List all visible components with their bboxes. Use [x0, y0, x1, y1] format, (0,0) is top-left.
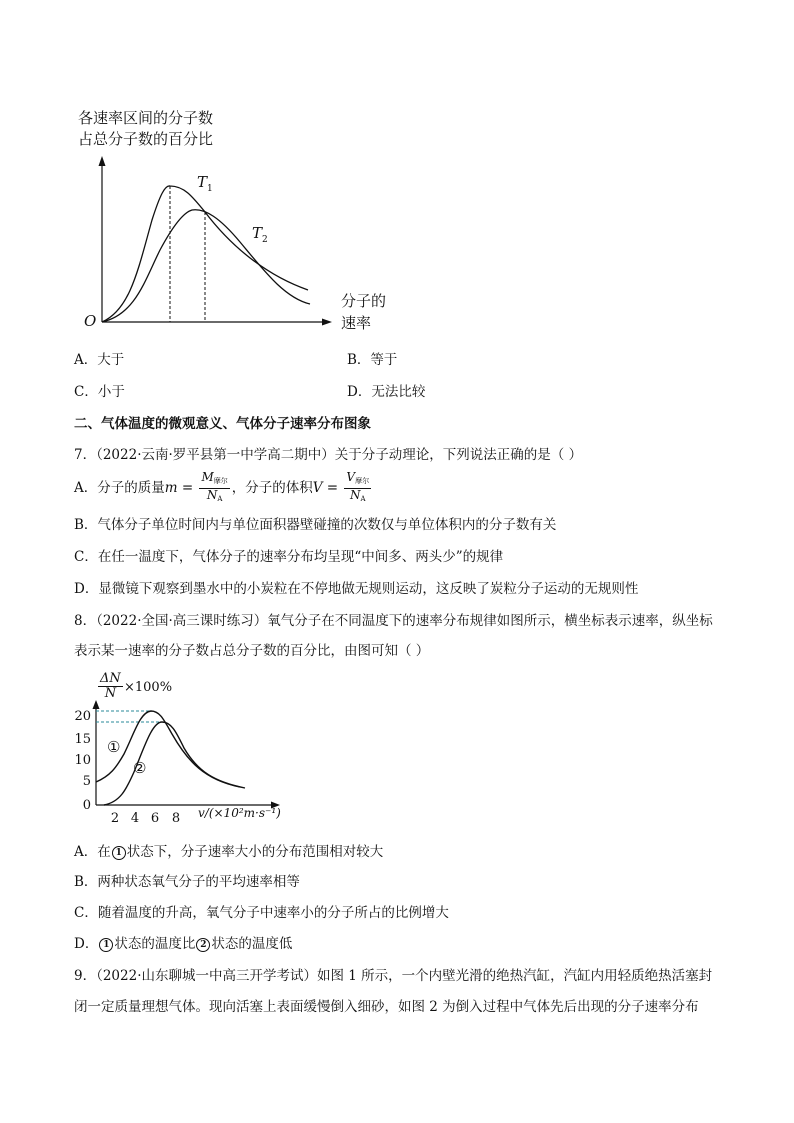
fig1-xlabel-line2: 速率 — [341, 314, 372, 332]
q8-stem-line1: 8．（2022·全国·高三课时练习）氧气分子在不同温度下的速率分布规律如图所示，横坐标表示速率，纵坐标 — [74, 613, 713, 629]
fig2-xtick-8: 8 — [171, 811, 181, 826]
figure2 — [74, 671, 380, 832]
fig1-label-T2: $T_2$ — [252, 224, 268, 245]
fig1-curve-T2 — [102, 210, 310, 322]
fig2-ytick-20: 20 — [74, 709, 91, 724]
circled-1-icon: 1 — [112, 846, 126, 860]
q6-option-b[interactable]: B．等于 — [347, 352, 398, 368]
fig1-ylabel-line1: 各速率区间的分子数 — [78, 109, 214, 127]
fig2-xlabel: v/(×10²m·s⁻¹) — [198, 806, 281, 820]
fig1-x-arrow — [322, 319, 332, 326]
q7-option-d[interactable]: D．显微镜下观察到墨水中的小炭粒在不停地做无规则运动，这反映了炭粒分子运动的无规则性 — [74, 581, 639, 597]
fig2-label-1: ① — [107, 738, 121, 756]
fig2-xtick-2: 2 — [110, 811, 120, 826]
q8-option-c[interactable]: C．随着温度的升高，氧气分子中速率小的分子所占的比例增大 — [74, 905, 449, 921]
fig1-label-T1: $T_1$ — [197, 173, 213, 194]
fig2-ylabel-frac: ΔN N — [100, 671, 121, 701]
section2-title: 二、气体温度的微观意义、气体分子速率分布图象 — [74, 416, 371, 432]
fig2-ytick-0: 0 — [82, 798, 91, 813]
q8-option-d[interactable]: D． 1 状态的温度比 2 状态的温度低 — [74, 936, 293, 952]
q7-option-c[interactable]: C．在任一温度下，气体分子的速率分布均呈现“中间多、两头少”的规律 — [74, 549, 504, 565]
fig2-y-arrow — [93, 700, 100, 709]
fig1-origin: O — [84, 312, 97, 330]
q7-option-a[interactable]: A．分子的质量m = $\frac{M_{摩尔}}{N_A}$ ，分子的体积V = $\frac{V_{摩尔}}{N_A}$ — [74, 470, 370, 503]
q9-line1: 9．（2022·山东聊城一中高三开学考试）如图 1 所示，一个内壁光滑的绝热汽缸，汽缸内用轻质绝热活塞封 — [74, 968, 713, 984]
circled-1-icon: 1 — [99, 938, 113, 952]
fig2-xtick-6: 6 — [150, 811, 160, 826]
q6-option-a[interactable]: A．大于 — [74, 352, 125, 368]
q8-option-a[interactable]: A．在 1 状态下，分子速率大小的分布范围相对较大 — [74, 844, 384, 860]
fig2-ylabel-suffix: ×100% — [124, 680, 173, 695]
fig2-label-2: ② — [133, 759, 147, 777]
fig2-ytick-15: 15 — [74, 732, 91, 747]
q7-option-b[interactable]: B．气体分子单位时间内与单位面积器壁碰撞的次数仅与单位体积内的分子数有关 — [74, 517, 557, 533]
fig1-xlabel-line1: 分子的 — [341, 292, 387, 310]
figure1-chart — [80, 150, 380, 340]
q6-option-d[interactable]: D．无法比较 — [347, 384, 426, 400]
fig1-ylabel-line2: 占总分子数的百分比 — [78, 130, 214, 148]
circled-2-icon: 2 — [196, 938, 210, 952]
q8-stem-line2: 表示某一速率的分子数占总分子数的百分比，由图可知（ ） — [74, 643, 430, 659]
q8-option-b[interactable]: B．两种状态氧气分子的平均速率相等 — [74, 874, 300, 890]
fig2-xtick-4: 4 — [130, 811, 140, 826]
q9-line2: 闭一定质量理想气体。现向活塞上表面缓慢倒入细砂，如图 2 为倒入过程中气体先后出现的分子速率分布 — [74, 999, 699, 1015]
q6-option-c[interactable]: C．小于 — [74, 384, 125, 400]
fig1-y-arrow — [99, 156, 106, 166]
fig2-ytick-5: 5 — [82, 774, 91, 789]
q7-stem: 7．（2022·云南·罗平县第一中学高二期中）关于分子动理论，下列说法正确的是（ ） — [74, 447, 583, 463]
fig2-curve-2 — [104, 722, 245, 805]
fig2-ytick-10: 10 — [74, 753, 91, 768]
